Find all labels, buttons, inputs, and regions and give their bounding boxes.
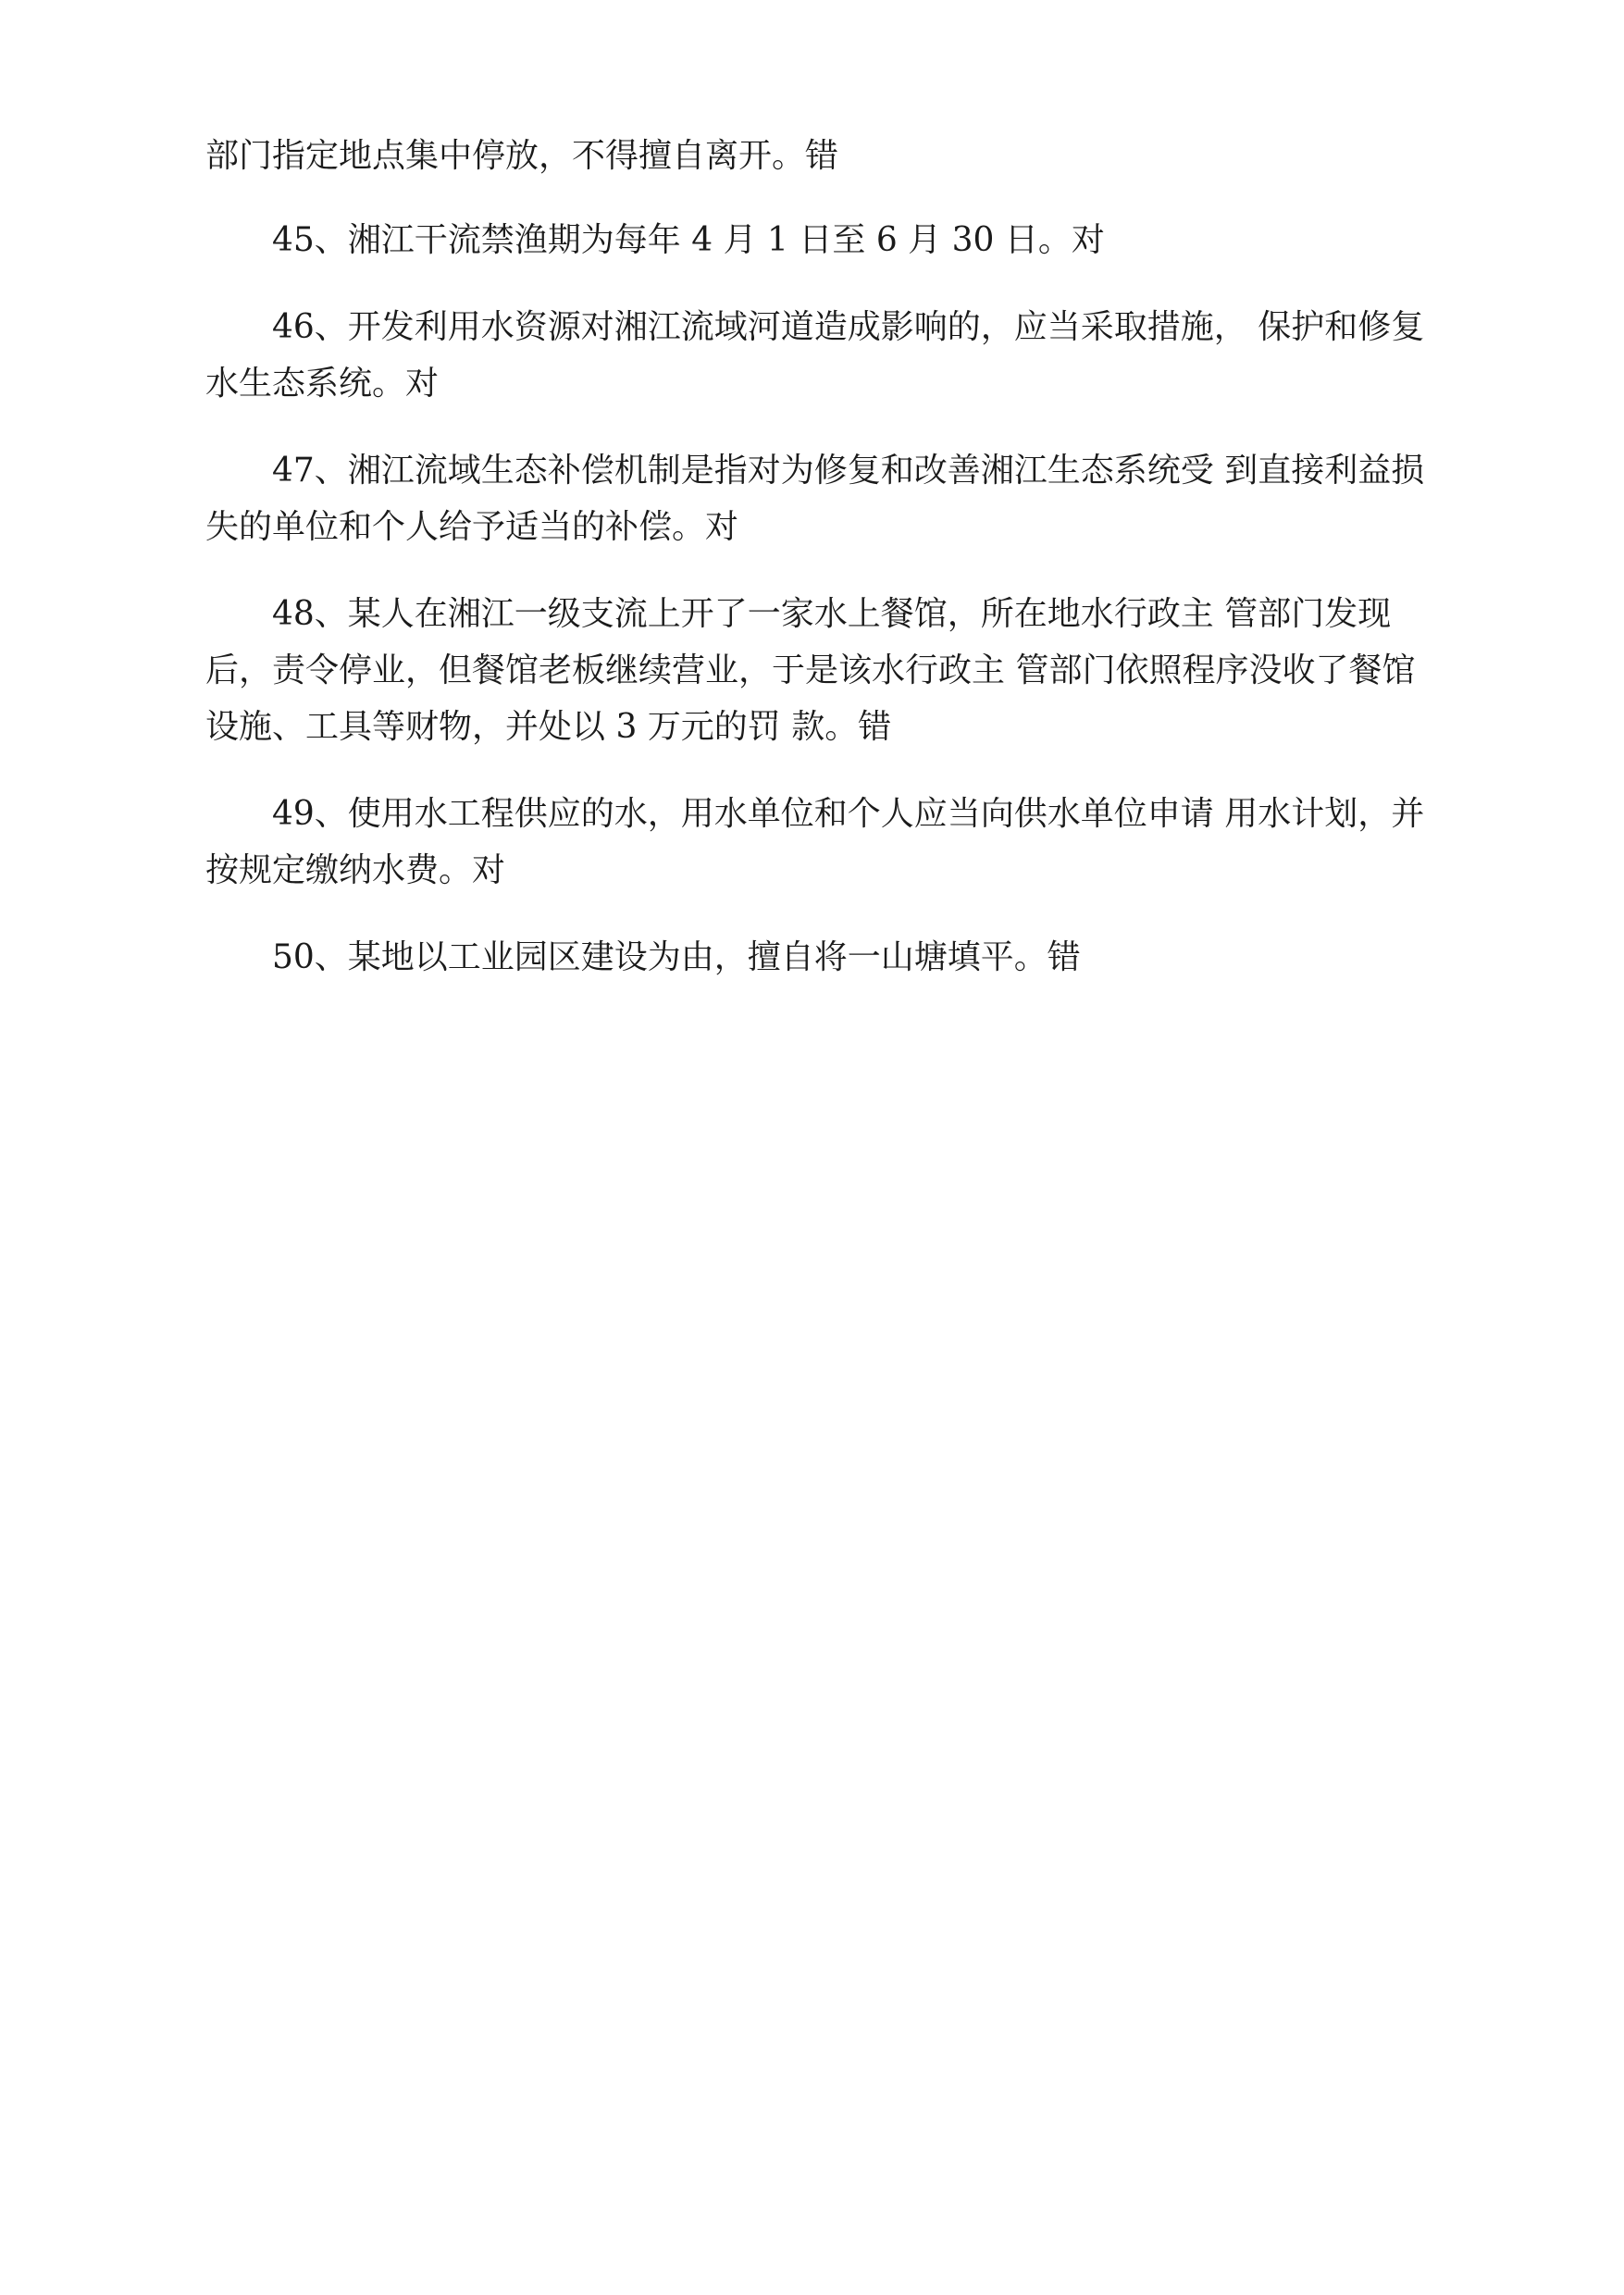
paragraph-item-50: 50、某地以工业园区建设为由，擅自将一山塘填平。错 — [272, 938, 1081, 976]
paragraph-continuation: 部门指定地点集中停放，不得擅自离开。错 — [205, 137, 839, 175]
paragraph-item-46: 46、开发利用水资源对湘江流域河道造成影响的，应当采取措施， 保护和修复水生态系统。对 — [205, 308, 1425, 403]
paragraph-item-48: 48、某人在湘江一级支流上开了一家水上餐馆，所在地水行政主 管部门发现后，责令停业，但餐馆老板继续营业，于是该水行政主 管部门依照程序没收了餐馆设施、工具等财物，并处以 3 万元的罚 款。错 — [205, 595, 1416, 746]
document-body — [205, 128, 1445, 1016]
paragraph-item-45: 45、湘江干流禁渔期为每年 4 月 1 日至 6 月 30 日。对 — [272, 221, 1105, 259]
paragraph-item-49: 49、使用水工程供应的水，用水单位和个人应当向供水单位申请 用水计划，并按规定缴纳水费。对 — [205, 795, 1425, 889]
paragraph-item-47: 47、湘江流域生态补偿机制是指对为修复和改善湘江生态系统受 到直接利益损失的单位和个人给予适当的补偿。对 — [205, 452, 1425, 546]
